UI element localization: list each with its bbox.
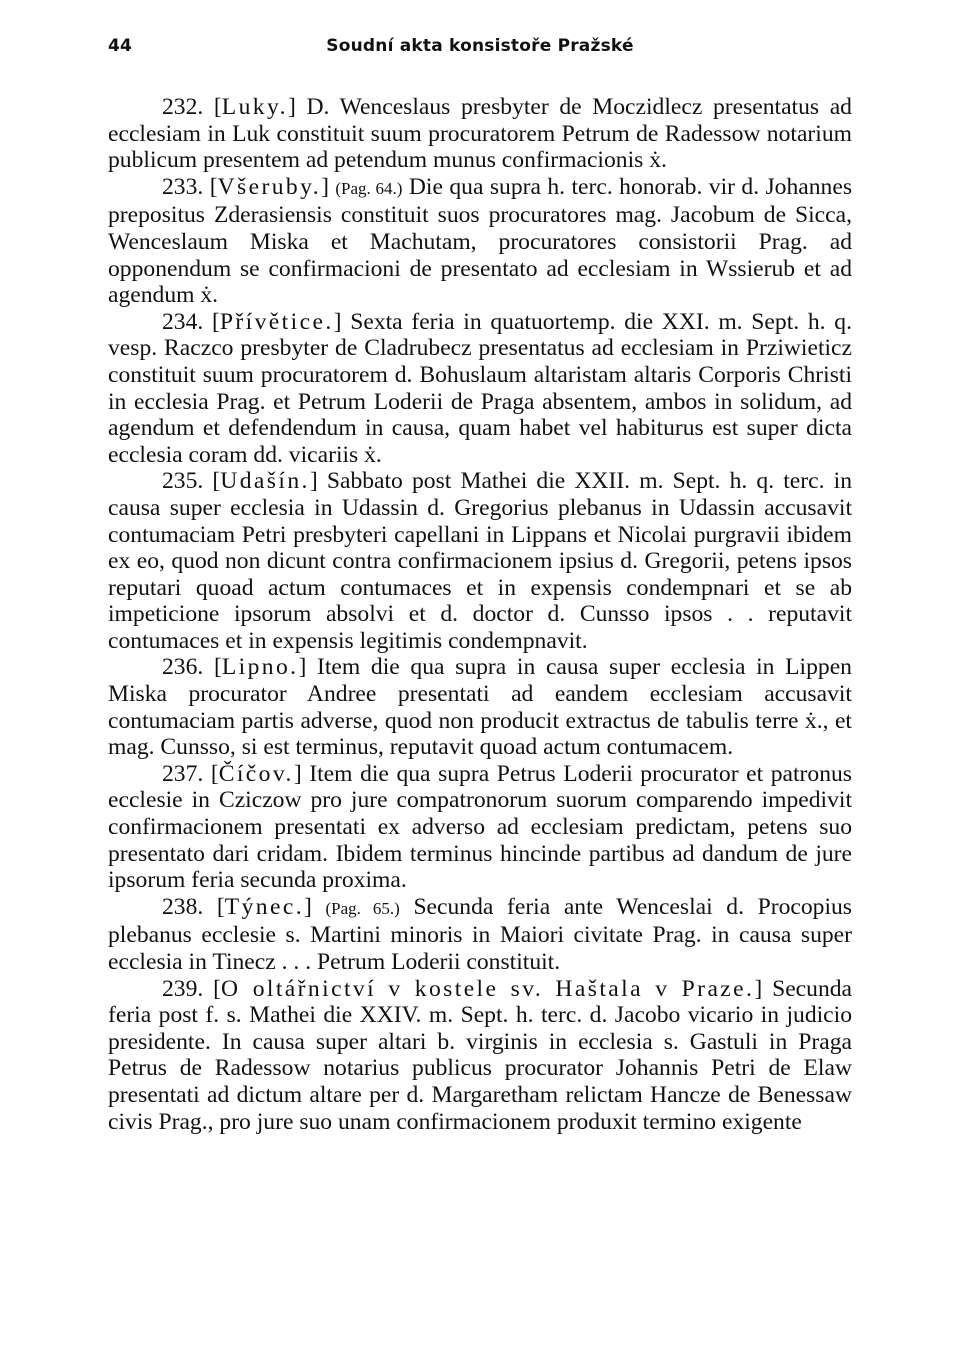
- entry-text: D. Wenceslaus presbyter de Moczidlecz presentatus ad ecclesiam in Luk constituit suum procuratorem Petrum de Radessow notarium publicum presentem ad petendum munus confirmacionis ẋ.: [108, 94, 852, 174]
- entry-text: Item die qua supra Petrus Loderii procurator et patronus ecclesie in Cziczow pro jure compatronorum suorum comparendo impedivit confirmacionem presentati ex adverso ad ecclesiam predictam, petens suo presentato dari cridam. Ibidem terminus hincinde partibus ad dandum de jure ipsorum feria secunda proxima.: [108, 760, 852, 894]
- entry-place: Týnec.: [224, 893, 305, 920]
- entry-238: 238. [Týnec.] (Pag. 65.) Secunda feria ante Wenceslai d. Procopius plebanus ecclesie s. Martini minoris in Maiori civitate Prag. in causa super ecclesia in Tinecz . . . Petrum Loderii constituit.: [108, 893, 852, 975]
- entry-place: Číčov.: [218, 760, 294, 787]
- entry-236: 236. [Lipno.] Item die qua supra in causa super ecclesia in Lippen Miska procurator Andree presentati ad eandem ecclesiam accusavit contumaciam partis adverse, quod non producit extractus de tabulis terre ẋ., et mag. Cunsso, si est terminus, reputavit quoad actum contumacem.: [108, 654, 852, 761]
- entry-237: 237. [Číčov.] Item die qua supra Petrus Loderii procurator et patronus ecclesie in Cziczow pro jure compatronorum suorum comparendo impedivit confirmacionem presentati ex adverso ad ecclesiam predictam, petens suo presentato dari cridam. Ibidem terminus hincinde partibus ad dandum de jure ipsorum feria secunda proxima.: [108, 760, 852, 894]
- entry-text: Secunda feria ante Wenceslai d. Procopius plebanus ecclesie s. Martini minoris in Maiori civitate Prag. in causa super ecclesia in Tinecz . . . Petrum Loderii constituit.: [108, 893, 852, 975]
- entry-number: 232.: [162, 94, 204, 120]
- running-header: [108, 36, 852, 60]
- entry-234: 234. [Přívětice.] Sexta feria in quatuortemp. die XXI. m. Sept. h. q. vesp. Raczco presbyter de Cladrubecz presentatus ad ecclesiam in Prziwieticz constituit suum procuratorem d. Bohuslaum altaristam altaris Corporis Christi in ecclesia Prag. et Petrum Loderii de Praga absentem, ambos in solidum, ad agendum et defendendum in causa, quam habet vel habiturus est super dicta ecclesia coram dd. vicariis ẋ.: [108, 308, 852, 468]
- page-reference: (Pag. 64.): [335, 178, 403, 198]
- entry-place: Udašín.: [220, 468, 310, 495]
- entry-232: 232. [Luky.] D. Wenceslaus presbyter de Moczidlecz presentatus ad ecclesiam in Luk constituit suum procuratorem Petrum de Radessow notarium publicum presentem ad petendum munus confirmacionis ẋ.: [108, 94, 852, 174]
- entry-number: 233.: [162, 173, 204, 200]
- entry-number: 234.: [162, 308, 204, 335]
- entry-place: Všeruby.: [217, 173, 322, 200]
- document-body: [108, 94, 852, 1135]
- entry-text: Sabbato post Mathei die XXII. m. Sept. h. q. terc. in causa super ecclesia in Udassin d. Gregorius plebanus in Udassin accusavit contumaciam Petri presbyteri capellani in Lippans et Nicolai purgravii ibidem ex eo, quod non dicunt contra confirmacionem ipsius d. Gregorii, petens ipsos reputari quoad actum contumaces et in expensis condempnari et se ab impeticione ipsorum absolvi et d. doctor d. Cunsso ipsos . . reputavit contumaces et in expensis legitimis condempnavit.: [108, 468, 852, 654]
- page-number: 44: [108, 36, 133, 56]
- entry-text: Item die qua supra in causa super ecclesia in Lippen Miska procurator Andree presentati ad eandem ecclesiam accusavit contumaciam partis adverse, quod non producit extractus de tabulis terre ẋ., et mag. Cunsso, si est terminus, reputavit quoad actum contumacem.: [108, 654, 852, 761]
- entry-place: Přívětice.: [219, 308, 334, 335]
- entry-235: 235. [Udašín.] Sabbato post Mathei die XXII. m. Sept. h. q. terc. in causa super ecclesia in Udassin d. Gregorius plebanus in Udassin accusavit contumaciam Petri presbyteri capellani in Lippans et Nicolai purgravii ibidem ex eo, quod non dicunt contra confirmacionem ipsius d. Gregorii, petens ipsos reputari quoad actum contumaces et in expensis condempnari et se ab impeticione ipsorum absolvi et d. doctor d. Cunsso ipsos . . reputavit contumaces et in expensis legitimis condempnavit.: [108, 468, 852, 654]
- entry-place: Lipno.: [221, 654, 299, 681]
- entry-number: 235.: [162, 468, 204, 495]
- page-reference: (Pag. 65.): [325, 898, 400, 918]
- entry-text: Secunda feria post f. s. Mathei die XXIV. m. Sept. h. terc. d. Jacobo vicario in judicio presidente. In causa super altari b. virginis in ecclesia s. Gastuli in Praga Petrus de Radessow notarius publicus procurator Johannis Petri de Elaw presentati ad dictum altare per d. Margaretham relictam Hancze de Benessaw civis Prag., pro jure suo unam confirmacionem produxit termino exigente: [108, 975, 853, 1135]
- entry-233: 233. [Všeruby.] (Pag. 64.) Die qua supra h. terc. honorab. vir d. Johannes prepositus Zderasiensis constituit suos procuratores mag. Jacobum de Sicca, Wenceslaum Miska et Machutam, procuratores consistorii Prag. ad opponendum se confirmacioni de presentato ad ecclesiam in Wssierub et ad agendum ẋ.: [108, 173, 852, 309]
- entry-239: 239. [O oltářnictví v kostele sv. Haštala v Praze.] Secunda feria post f. s. Mathei die XXIV. m. Sept. h. terc. d. Jacobo vicario in judicio presidente. In causa super altari b. virginis in ecclesia s. Gastuli in Praga Petrus de Radessow notarius publicus procurator Johannis Petri de Elaw presentati ad dictum altare per d. Margaretham relictam Hancze de Benessaw civis Prag., pro jure suo unam confirmacionem produxit termino exigente: [108, 975, 853, 1135]
- entry-place: Luky.: [221, 94, 288, 120]
- entry-text: Die qua supra h. terc. honorab. vir d. Johannes prepositus Zderasiensis constituit suos procuratores mag. Jacobum de Sicca, Wenceslaum Miska et Machutam, procuratores consistorii Prag. ad opponendum se confirmacioni de presentato ad ecclesiam in Wssierub et ad agendum ẋ.: [108, 173, 852, 309]
- running-title: Soudní akta konsistoře Pražské: [326, 36, 634, 56]
- entry-text: Sexta feria in quatuortemp. die XXI. m. Sept. h. q. vesp. Raczco presbyter de Cladrubecz presentatus ad ecclesiam in Prziwieticz constituit suum procuratorem d. Bohuslaum altaristam altaris Corporis Christi in ecclesia Prag. et Petrum Loderii de Praga absentem, ambos in solidum, ad agendum et defendendum in causa, quam habet vel habiturus est super dicta ecclesia coram dd. vicariis ẋ.: [108, 308, 852, 468]
- entry-place: O oltářnictví v kostele sv. Haštala v Praze.: [221, 975, 755, 1002]
- entry-number: 239.: [162, 975, 204, 1002]
- entry-number: 238.: [162, 893, 204, 920]
- entry-number: 237.: [162, 760, 204, 787]
- entry-number: 236.: [162, 654, 204, 681]
